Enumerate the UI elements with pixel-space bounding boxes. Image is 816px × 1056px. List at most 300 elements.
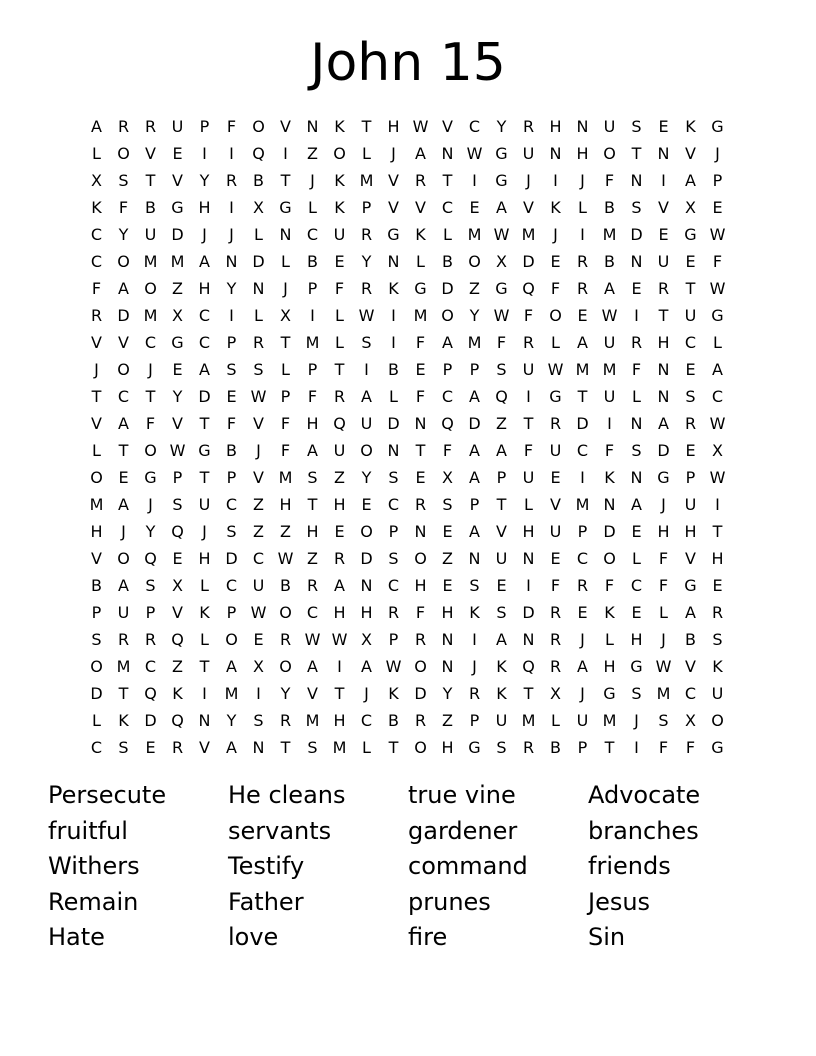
grid-letter: D xyxy=(414,684,427,703)
grid-letter: F xyxy=(280,441,291,460)
grid-letter: A xyxy=(199,360,210,379)
grid-letter: P xyxy=(226,333,237,352)
grid-letter: E xyxy=(442,576,453,595)
grid-letter: E xyxy=(685,360,696,379)
grid-letter: G xyxy=(171,198,184,217)
grid-letter: G xyxy=(495,144,508,163)
grid-letter: V xyxy=(523,198,534,217)
letter-grid xyxy=(83,113,731,761)
grid-letter: F xyxy=(550,279,561,298)
grid-letter: F xyxy=(523,306,534,325)
grid-letter: B xyxy=(685,630,696,649)
grid-letter: A xyxy=(118,279,129,298)
grid-letter: H xyxy=(306,414,319,433)
grid-letter: R xyxy=(117,117,130,136)
grid-letter: P xyxy=(361,198,372,217)
grid-letter: S xyxy=(685,387,696,406)
grid-letter: K xyxy=(712,657,723,676)
grid-letter: H xyxy=(684,522,697,541)
grid-letter: M xyxy=(521,711,536,730)
grid-letter: S xyxy=(469,576,480,595)
grid-letter: R xyxy=(549,603,562,622)
grid-letter: U xyxy=(603,117,616,136)
grid-letter: X xyxy=(550,684,561,703)
grid-letter: L xyxy=(308,198,317,217)
grid-letter: D xyxy=(603,522,616,541)
grid-letter: T xyxy=(496,495,507,514)
grid-letter: Y xyxy=(145,522,156,541)
word-list-item: Sin xyxy=(588,923,626,951)
grid-letter: B xyxy=(388,360,399,379)
grid-letter: N xyxy=(522,549,535,568)
grid-letter: M xyxy=(656,684,671,703)
grid-letter: W xyxy=(277,549,294,568)
grid-letter: H xyxy=(90,522,103,541)
grid-letter: F xyxy=(685,738,696,757)
grid-letter: S xyxy=(118,171,129,190)
grid-letter: U xyxy=(198,495,211,514)
grid-letter: N xyxy=(387,252,400,271)
grid-letter: O xyxy=(603,549,616,568)
grid-letter: P xyxy=(712,171,723,190)
grid-letter: N xyxy=(657,387,670,406)
grid-letter: Y xyxy=(361,252,372,271)
grid-letter: D xyxy=(171,225,184,244)
grid-letter: S xyxy=(226,360,237,379)
grid-letter: G xyxy=(198,441,211,460)
grid-row xyxy=(83,221,731,248)
grid-letter: O xyxy=(549,306,562,325)
grid-letter: L xyxy=(281,252,290,271)
grid-letter: L xyxy=(551,333,560,352)
grid-letter: A xyxy=(469,387,480,406)
grid-letter: L xyxy=(524,495,533,514)
grid-letter: X xyxy=(685,198,696,217)
grid-letter: G xyxy=(495,279,508,298)
grid-letter: S xyxy=(253,360,264,379)
grid-letter: Y xyxy=(442,684,453,703)
grid-letter: V xyxy=(307,684,318,703)
grid-letter: I xyxy=(229,306,234,325)
word-list-item: fruitful xyxy=(48,816,128,845)
grid-letter: U xyxy=(603,333,616,352)
grid-letter: M xyxy=(602,711,617,730)
grid-letter: G xyxy=(684,225,697,244)
grid-letter: U xyxy=(522,468,535,487)
grid-letter: T xyxy=(442,171,453,190)
grid-letter: S xyxy=(631,198,642,217)
grid-letter: P xyxy=(577,522,588,541)
grid-letter: Z xyxy=(172,657,183,676)
grid-letter: S xyxy=(307,468,318,487)
grid-row xyxy=(83,518,731,545)
grid-letter: P xyxy=(388,630,399,649)
grid-letter: G xyxy=(711,738,724,757)
grid-letter: G xyxy=(603,684,616,703)
grid-letter: A xyxy=(361,387,372,406)
grid-letter: B xyxy=(145,198,156,217)
grid-letter: K xyxy=(685,117,696,136)
grid-letter: B xyxy=(226,441,237,460)
grid-letter: D xyxy=(198,387,211,406)
grid-letter: L xyxy=(92,144,101,163)
grid-letter: V xyxy=(280,117,291,136)
puzzle-title: John 15 xyxy=(310,33,506,93)
word-list xyxy=(48,778,768,956)
grid-letter: B xyxy=(604,252,615,271)
grid-letter: E xyxy=(496,576,507,595)
grid-letter: P xyxy=(280,387,291,406)
grid-letter: U xyxy=(522,144,535,163)
grid-letter: O xyxy=(90,468,103,487)
grid-letter: I xyxy=(472,630,477,649)
grid-letter: V xyxy=(253,468,264,487)
grid-letter: T xyxy=(388,738,399,757)
grid-letter: O xyxy=(279,603,292,622)
grid-letter: O xyxy=(441,306,454,325)
grid-letter: P xyxy=(307,360,318,379)
grid-letter: S xyxy=(631,441,642,460)
grid-letter: B xyxy=(91,576,102,595)
grid-letter: H xyxy=(576,144,589,163)
grid-letter: U xyxy=(684,495,697,514)
grid-letter: R xyxy=(630,333,643,352)
grid-letter: A xyxy=(496,198,507,217)
grid-letter: E xyxy=(253,630,264,649)
grid-letter: R xyxy=(306,576,319,595)
grid-letter: V xyxy=(118,333,129,352)
grid-letter: O xyxy=(117,360,130,379)
grid-letter: Q xyxy=(252,144,265,163)
grid-letter: J xyxy=(715,144,720,163)
grid-letter: N xyxy=(252,738,265,757)
grid-letter: I xyxy=(337,657,342,676)
grid-letter: B xyxy=(550,738,561,757)
grid-letter: E xyxy=(172,360,183,379)
grid-letter: K xyxy=(334,171,345,190)
grid-letter: Y xyxy=(118,225,129,244)
grid-letter: E xyxy=(658,117,669,136)
grid-letter: C xyxy=(144,333,157,352)
word-list-item: Father xyxy=(228,887,304,916)
grid-letter: W xyxy=(331,630,348,649)
grid-letter: N xyxy=(414,414,427,433)
grid-letter: Z xyxy=(307,144,318,163)
grid-letter: Q xyxy=(522,279,535,298)
grid-letter: E xyxy=(712,576,723,595)
grid-letter: U xyxy=(252,576,265,595)
grid-letter: R xyxy=(360,225,373,244)
grid-letter: O xyxy=(117,252,130,271)
grid-letter: V xyxy=(442,117,453,136)
grid-letter: L xyxy=(632,387,641,406)
grid-letter: R xyxy=(549,657,562,676)
grid-letter: S xyxy=(631,684,642,703)
grid-letter: B xyxy=(388,711,399,730)
grid-letter: L xyxy=(335,333,344,352)
grid-letter: M xyxy=(359,171,374,190)
grid-letter: A xyxy=(496,441,507,460)
grid-letter: C xyxy=(117,387,130,406)
grid-letter: R xyxy=(576,279,589,298)
grid-letter: X xyxy=(712,441,723,460)
grid-letter: F xyxy=(658,738,669,757)
grid-letter: T xyxy=(631,144,642,163)
grid-letter: D xyxy=(468,414,481,433)
grid-letter: X xyxy=(172,306,183,325)
grid-letter: Y xyxy=(469,306,480,325)
grid-letter: W xyxy=(601,306,618,325)
grid-letter: U xyxy=(117,603,130,622)
grid-letter: W xyxy=(709,279,726,298)
grid-letter: O xyxy=(414,738,427,757)
grid-letter: R xyxy=(711,603,724,622)
grid-letter: A xyxy=(442,333,453,352)
grid-letter: E xyxy=(334,522,345,541)
grid-letter: R xyxy=(225,171,238,190)
grid-letter: Y xyxy=(226,279,237,298)
grid-letter: P xyxy=(199,117,210,136)
grid-letter: E xyxy=(658,225,669,244)
grid-letter: G xyxy=(387,225,400,244)
grid-letter: P xyxy=(577,738,588,757)
grid-row xyxy=(83,194,731,221)
grid-letter: N xyxy=(657,360,670,379)
grid-letter: E xyxy=(631,603,642,622)
grid-letter: U xyxy=(144,225,157,244)
grid-letter: K xyxy=(496,657,507,676)
grid-letter: A xyxy=(226,657,237,676)
word-list-item: Advocate xyxy=(588,781,701,809)
grid-letter: C xyxy=(387,576,400,595)
grid-letter: J xyxy=(202,225,207,244)
grid-letter: C xyxy=(90,252,103,271)
grid-row xyxy=(83,599,731,626)
grid-letter: F xyxy=(415,603,426,622)
grid-letter: K xyxy=(550,198,561,217)
grid-letter: H xyxy=(603,657,616,676)
grid-letter: H xyxy=(441,738,454,757)
grid-letter: M xyxy=(305,333,320,352)
grid-letter: T xyxy=(280,171,291,190)
grid-letter: F xyxy=(658,549,669,568)
grid-letter: R xyxy=(414,171,427,190)
grid-letter: O xyxy=(414,657,427,676)
grid-letter: M xyxy=(143,252,158,271)
grid-letter: A xyxy=(118,495,129,514)
grid-letter: I xyxy=(202,144,207,163)
grid-row xyxy=(83,464,731,491)
grid-letter: I xyxy=(391,333,396,352)
grid-letter: V xyxy=(199,738,210,757)
grid-letter: L xyxy=(389,387,398,406)
grid-letter: A xyxy=(307,657,318,676)
word-list-item: Hate xyxy=(48,923,105,951)
grid-letter: T xyxy=(307,495,318,514)
grid-letter: T xyxy=(280,333,291,352)
grid-row xyxy=(83,140,731,167)
grid-letter: H xyxy=(360,603,373,622)
word-list-item: He cleans xyxy=(228,781,346,809)
grid-row xyxy=(83,275,731,302)
grid-letter: W xyxy=(169,441,186,460)
grid-letter: J xyxy=(310,171,315,190)
grid-row xyxy=(83,734,731,761)
grid-letter: I xyxy=(202,684,207,703)
grid-letter: D xyxy=(657,441,670,460)
grid-letter: U xyxy=(522,360,535,379)
grid-letter: U xyxy=(684,306,697,325)
grid-letter: A xyxy=(712,360,723,379)
grid-letter: L xyxy=(605,630,614,649)
grid-letter: A xyxy=(118,414,129,433)
grid-letter: U xyxy=(549,441,562,460)
grid-letter: R xyxy=(279,711,292,730)
grid-letter: O xyxy=(414,549,427,568)
grid-letter: C xyxy=(198,333,211,352)
grid-letter: I xyxy=(283,144,288,163)
grid-letter: N xyxy=(549,144,562,163)
grid-letter: R xyxy=(576,576,589,595)
grid-letter: E xyxy=(550,468,561,487)
grid-letter: V xyxy=(172,414,183,433)
grid-letter: L xyxy=(551,711,560,730)
grid-letter: T xyxy=(577,387,588,406)
grid-letter: P xyxy=(172,468,183,487)
grid-letter: E xyxy=(469,198,480,217)
grid-letter: O xyxy=(468,252,481,271)
grid-letter: T xyxy=(118,441,129,460)
grid-letter: C xyxy=(576,549,589,568)
grid-letter: B xyxy=(604,198,615,217)
grid-letter: N xyxy=(630,414,643,433)
grid-letter: K xyxy=(334,117,345,136)
grid-row xyxy=(83,680,731,707)
grid-letter: S xyxy=(496,738,507,757)
grid-letter: O xyxy=(252,117,265,136)
grid-letter: U xyxy=(657,252,670,271)
grid-letter: J xyxy=(661,495,666,514)
grid-letter: G xyxy=(657,468,670,487)
grid-letter: G xyxy=(684,576,697,595)
grid-letter: Q xyxy=(495,387,508,406)
grid-letter: H xyxy=(657,333,670,352)
grid-letter: H xyxy=(198,198,211,217)
grid-letter: T xyxy=(334,360,345,379)
grid-letter: Z xyxy=(172,279,183,298)
grid-letter: L xyxy=(443,225,452,244)
grid-letter: E xyxy=(145,738,156,757)
grid-letter: O xyxy=(117,144,130,163)
grid-letter: F xyxy=(118,198,129,217)
grid-letter: J xyxy=(553,225,558,244)
grid-letter: T xyxy=(199,468,210,487)
grid-letter: V xyxy=(91,549,102,568)
grid-letter: Y xyxy=(280,684,291,703)
grid-letter: J xyxy=(472,657,477,676)
grid-letter: P xyxy=(685,468,696,487)
grid-letter: D xyxy=(576,414,589,433)
grid-letter: O xyxy=(117,549,130,568)
grid-letter: J xyxy=(526,171,531,190)
word-list-item: branches xyxy=(588,816,699,845)
grid-letter: I xyxy=(661,171,666,190)
grid-row xyxy=(83,572,731,599)
grid-letter: R xyxy=(414,711,427,730)
grid-letter: P xyxy=(496,468,507,487)
grid-letter: V xyxy=(388,198,399,217)
grid-letter: E xyxy=(550,549,561,568)
grid-letter: T xyxy=(199,657,210,676)
grid-letter: S xyxy=(307,738,318,757)
grid-letter: T xyxy=(118,684,129,703)
grid-letter: A xyxy=(469,468,480,487)
grid-letter: H xyxy=(711,549,724,568)
grid-letter: N xyxy=(387,441,400,460)
grid-letter: K xyxy=(334,198,345,217)
grid-letter: T xyxy=(91,387,102,406)
grid-letter: M xyxy=(116,657,131,676)
grid-row xyxy=(83,626,731,653)
grid-letter: V xyxy=(658,198,669,217)
grid-letter: W xyxy=(385,657,402,676)
grid-letter: A xyxy=(469,522,480,541)
grid-letter: T xyxy=(604,738,615,757)
grid-letter: Q xyxy=(171,630,184,649)
grid-letter: R xyxy=(468,684,481,703)
grid-letter: R xyxy=(522,333,535,352)
grid-letter: M xyxy=(305,711,320,730)
grid-letter: H xyxy=(549,117,562,136)
grid-letter: L xyxy=(335,306,344,325)
grid-letter: E xyxy=(577,603,588,622)
grid-letter: S xyxy=(388,549,399,568)
grid-letter: C xyxy=(90,225,103,244)
grid-letter: L xyxy=(92,711,101,730)
grid-letter: W xyxy=(250,387,267,406)
grid-letter: W xyxy=(709,225,726,244)
grid-letter: A xyxy=(307,441,318,460)
grid-letter: K xyxy=(91,198,102,217)
grid-row xyxy=(83,437,731,464)
grid-row xyxy=(83,707,731,734)
grid-letter: K xyxy=(388,684,399,703)
grid-letter: X xyxy=(280,306,291,325)
grid-letter: A xyxy=(361,657,372,676)
grid-letter: B xyxy=(307,252,318,271)
grid-letter: X xyxy=(685,711,696,730)
grid-letter: D xyxy=(441,279,454,298)
grid-letter: S xyxy=(91,630,102,649)
grid-letter: H xyxy=(333,495,346,514)
grid-letter: I xyxy=(526,387,531,406)
grid-letter: O xyxy=(144,441,157,460)
grid-letter: O xyxy=(360,522,373,541)
grid-letter: N xyxy=(522,630,535,649)
grid-letter: I xyxy=(607,414,612,433)
grid-letter: J xyxy=(229,225,234,244)
grid-letter: T xyxy=(523,414,534,433)
grid-letter: U xyxy=(171,117,184,136)
grid-letter: I xyxy=(580,468,585,487)
grid-letter: C xyxy=(306,225,319,244)
grid-letter: W xyxy=(466,144,483,163)
grid-letter: R xyxy=(171,738,184,757)
grid-letter: O xyxy=(360,441,373,460)
grid-letter: R xyxy=(333,549,346,568)
grid-letter: K xyxy=(199,603,210,622)
grid-letter: R xyxy=(279,630,292,649)
